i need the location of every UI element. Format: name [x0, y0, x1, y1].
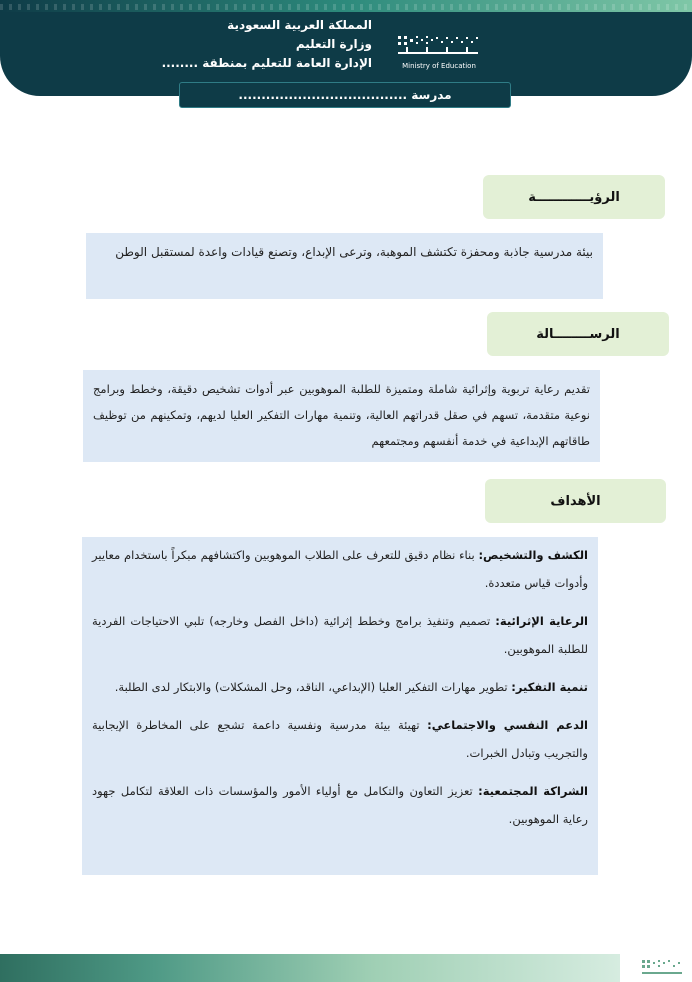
vision-text: بيئة مدرسية جاذبة ومحفزة تكتشف الموهبة، وترعى الإبداع، وتصنع قيادات واعدة لمستقبل الوطن: [115, 245, 593, 259]
goal-label: الشراكة المجتمعية:: [478, 784, 588, 798]
goals-title: [485, 479, 666, 523]
mission-title: [487, 312, 669, 356]
logo-caption: Ministry of Education: [402, 62, 476, 70]
goals-title-text: الأهداف: [550, 493, 601, 509]
goal-text: تصميم وتنفيذ برامج وخطط إثرائية (داخل الفصل وخارجه) تلبي الاحتياجات الفردية للطلبة الموهوبين.: [92, 614, 588, 656]
kingdom-name: المملكة العربية السعودية: [227, 18, 372, 32]
ministry-footer-logo-icon: [640, 956, 686, 978]
goal-label: الكشف والتشخيص:: [478, 548, 588, 562]
vision-title-text: الرؤيــــــــــــة: [528, 189, 620, 205]
goal-item: [92, 607, 588, 663]
vision-text-box: [86, 233, 603, 299]
school-name-bar: [179, 82, 511, 108]
goal-text: بناء نظام دقيق للتعرف على الطلاب الموهوبين واكتشافهم مبكراً باستخدام معايير وأدوات قياس متعددة.: [92, 548, 588, 590]
page-footer: [0, 950, 692, 982]
goal-text: تعزيز التعاون والتكامل مع أولياء الأمور والمؤسسات ذات العلاقة لتكامل جهود رعاية الموهوبين.: [92, 784, 588, 826]
directorate-name: الإدارة العامة للتعليم بمنطقة ........: [161, 56, 372, 70]
school-name: مدرسة .....................................: [238, 88, 452, 102]
goal-text: تهيئة بيئة مدرسية ونفسية داعمة تشجع على المخاطرة الإيجابية والتجريب وتبادل الخبرات.: [92, 718, 588, 760]
mission-text: تقديم رعاية تربوية وإثرائية شاملة ومتميزة للطلبة الموهوبين عبر أدوات تشخيص دقيقة، وخطط وبرامج نوعية متقدمة، تسهم في صقل قدراتهم العالية، وتنمية مهارات التفكير العليا لديهم، وتمكينهم من توظيف طاقاتهم الإبداعية في خدمة أنفسهم ومجتمعهم: [93, 382, 590, 448]
header-text: [162, 16, 372, 73]
mission-title-text: الرســــــــالة: [536, 326, 620, 342]
goal-item: [92, 711, 588, 767]
ministry-name: وزارة التعليم: [295, 37, 372, 51]
goal-label: الدعم النفسي والاجتماعي:: [427, 718, 588, 732]
footer-bar: [0, 954, 620, 982]
goal-item: [92, 541, 588, 597]
goals-box: [82, 537, 598, 875]
goal-item: [92, 777, 588, 833]
goal-item: [92, 673, 588, 701]
goal-label: الرعاية الإثرائية:: [495, 614, 588, 628]
mission-text-box: [83, 370, 600, 462]
vision-title: [483, 175, 665, 219]
goal-label: تنمية التفكير:: [511, 680, 588, 694]
goal-text: تطوير مهارات التفكير العليا (الإبداعي، الناقد، وحل المشكلات) والابتكار لدى الطلبة.: [114, 680, 512, 694]
header-pattern: [0, 4, 692, 10]
